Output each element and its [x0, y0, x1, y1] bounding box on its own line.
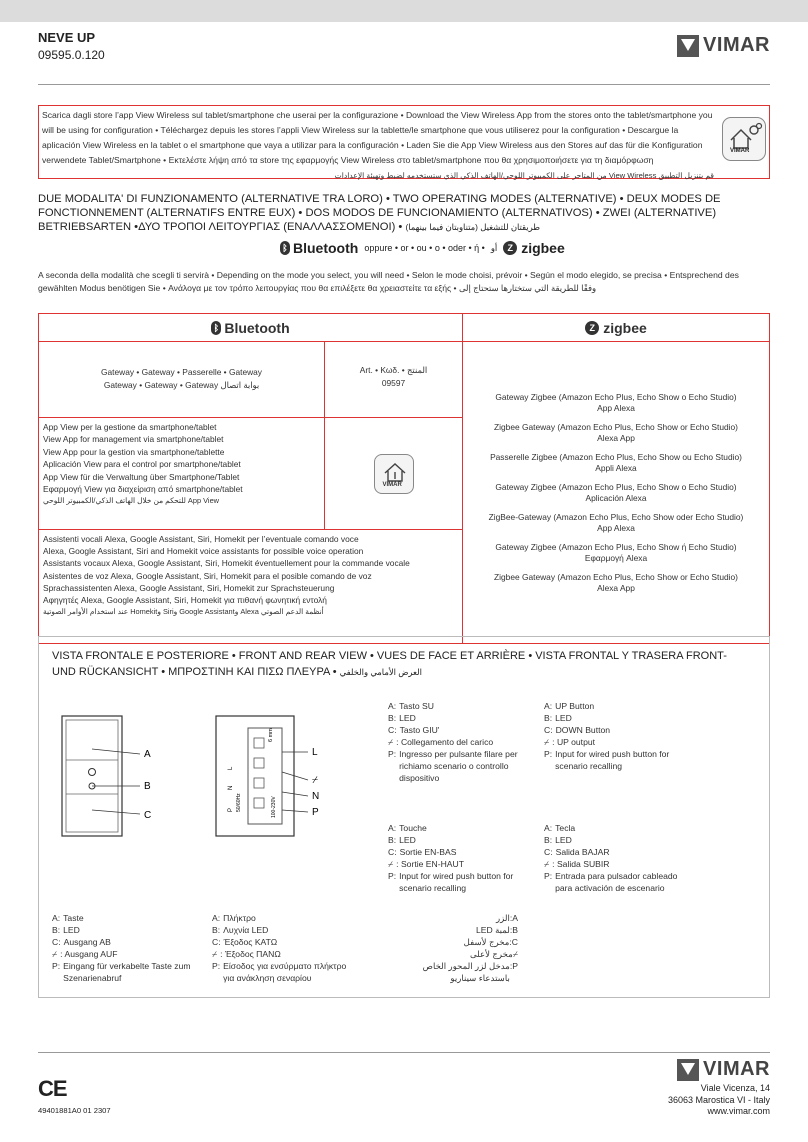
- legend-key: B:: [52, 925, 61, 935]
- legend-key: B:: [544, 835, 553, 845]
- vimar-wordmark: VIMAR: [703, 34, 770, 56]
- legend-row: [544, 822, 684, 834]
- or-arabic: أو: [490, 243, 498, 253]
- zigbee-item-app: Alexa App: [597, 582, 635, 593]
- article-cell: [325, 342, 463, 418]
- legend-row: [212, 912, 352, 924]
- legend-key: ⌿: [388, 859, 394, 869]
- legend-value: Input for wired push button for scenario recalling: [555, 749, 670, 771]
- gateway-cell: [39, 342, 325, 418]
- legend-row: [388, 870, 528, 894]
- rear-view-diagram: [212, 714, 342, 840]
- legend-row: [388, 924, 518, 936]
- legend-key: C:: [212, 937, 221, 947]
- legend-value: LED: [399, 835, 416, 845]
- zigbee-item-gateway: ZigBee-Gateway (Amazon Echo Plus, Echo Show oder Echo Studio): [488, 511, 744, 522]
- zigbee-item: [463, 452, 769, 474]
- modes-desc-arabic: وفقًا للطريقة التي ستختارها ستحتاج إلى: [458, 283, 597, 293]
- zigbee-item-app: Appli Alexa: [595, 462, 637, 473]
- legend-value: UP Button: [555, 701, 595, 711]
- legend-value: Έξοδος ΚΑΤΩ: [223, 937, 278, 947]
- legend-key: B:: [212, 925, 221, 935]
- legend-value: Πλήκτρο: [223, 913, 256, 923]
- table-bluetooth-logo: [211, 320, 289, 336]
- legend-key: C:: [388, 847, 397, 857]
- legend-row: [544, 846, 684, 858]
- zigbee-item-app: App Alexa: [597, 522, 635, 533]
- legend-row: [544, 724, 684, 736]
- legend-row: [544, 858, 684, 870]
- legend-value: Tasto GIU': [399, 725, 440, 735]
- legend-value: مخرج لأسفل: [463, 937, 510, 947]
- table-zigbee-logo: [585, 320, 647, 336]
- app-view-line: Εφαρμογή View για διαχείριση από smartphone/tablet: [43, 484, 243, 495]
- zigbee-item: [463, 512, 769, 534]
- legend-key: ⌿: [544, 737, 550, 747]
- voice-assistant-line: Αφηγητές Alexa, Google Assistant, Siri, Homekit για πιθανή φωνητική εντολή: [43, 595, 327, 606]
- zigbee-item-gateway: Gateway Zigbee (Amazon Echo Plus, Echo Show o Echo Studio): [495, 391, 737, 402]
- address-city: 36063 Marostica VI - Italy: [667, 1094, 770, 1105]
- legend-row: [544, 700, 684, 712]
- rear-text-p: P: [228, 807, 234, 812]
- legend-row: [388, 748, 528, 784]
- legend-value: الزر: [495, 913, 510, 923]
- zigbee-item-gateway: Zigbee Gateway (Amazon Echo Plus, Echo Show or Echo Studio): [494, 421, 738, 432]
- zigbee-requirements-cell: [463, 342, 770, 644]
- zigbee-item-app: App Alexa: [597, 402, 635, 413]
- zigbee-icon: Z: [503, 241, 517, 255]
- voice-assistant-line: Assistants vocaux Alexa, Google Assistant, Siri, Homekit éventuellement pour la commande vocale: [43, 558, 410, 569]
- legend-de: [52, 912, 192, 984]
- legend-key: A:: [544, 701, 553, 711]
- legend-row: [544, 748, 684, 772]
- top-bar: [0, 0, 808, 22]
- rear-label-p: P: [312, 807, 319, 818]
- legend-el: [212, 912, 352, 984]
- table-zigbee-icon: Z: [585, 321, 599, 335]
- legend-row: [544, 712, 684, 724]
- legend-key: B:: [509, 925, 518, 935]
- bluetooth-icon: ᛒ: [280, 241, 290, 255]
- app-view-cell: [39, 418, 325, 530]
- article-number: 09597: [381, 378, 406, 388]
- legend-key: A:: [388, 823, 397, 833]
- zigbee-item: [463, 572, 769, 594]
- voice-assistants-arabic: أنظمة الدعم الصوتي Alexa وGoogle Assistant وSiri وHomekit عند استخدام الأوامر الصوتية: [43, 607, 324, 617]
- gateway-arabic: بوابة اتصال Gateway: [185, 380, 260, 390]
- legend-key: A:: [52, 913, 61, 923]
- legend-value: Είσοδος για ενσύρματο πλήκτρο για ανάκληση σεναρίου: [223, 961, 347, 983]
- legend-key: B:: [388, 835, 397, 845]
- zigbee-item-gateway: Gateway Zigbee (Amazon Echo Plus, Echo Show o Echo Studio): [495, 481, 737, 492]
- legend-value: : UP output: [552, 737, 596, 747]
- legend-key: ⌿: [544, 859, 550, 869]
- address-street: Viale Vicenza, 14: [700, 1083, 770, 1093]
- view-wireless-app-icon: [722, 117, 766, 161]
- legend-row: [212, 924, 352, 936]
- view-app-icon: [374, 454, 414, 494]
- legend-key: P:: [509, 961, 518, 971]
- rear-text-freq: 50/60Hz: [236, 793, 242, 812]
- legend-value: Entrada para pulsador cableado para activación de escenario: [555, 871, 678, 893]
- zigbee-item-app: Alexa App: [597, 432, 635, 443]
- legend-key: P:: [544, 749, 553, 759]
- app-icon-label: VIMAR: [730, 148, 750, 154]
- legend-row: [388, 948, 518, 960]
- intro-multilang: Scarica dagli store l’app View Wireless sul tablet/smartphone che userai per la configurazione • Download the View Wireless App from the stores onto the tablet/smartphone you will be using for configuration • Téléchargez depuis les stores l’appli View Wireless sur la tablette/le smartphone que vous utiliserez pour la configuration • Descargue la aplicación View Wireless en la tablet o el smartphone que vaya a utilizar para la configuración • Laden Sie die App View Wireless aus den Stores auf das für die Konfiguration verwendete Tablet/Smartphone • Εκτελέστε λήψη από τα store της εφαρμογής View Wireless στο tablet/smartphone που θα χρησιμοποιήσετε για τη διαμόρφωση: [42, 110, 713, 165]
- legend-row: [388, 822, 528, 834]
- legend-row: [544, 736, 684, 748]
- views-title-arabic: العرض الأمامي والخلفي: [339, 667, 422, 677]
- legend-value: : Έξοδος ΠΑΝΩ: [220, 949, 281, 959]
- legend-value: LED: [63, 925, 80, 935]
- zigbee-label: zigbee: [521, 240, 565, 256]
- legend-row: [388, 724, 528, 736]
- house-hand-icon: [375, 455, 415, 485]
- legend-value: Ingresso per pulsante filare per richiamo scenario o controllo dispositivo: [399, 749, 518, 783]
- app-view-arabic: App View للتحكم من خلال الهاتف الذكي/الكمبيوتر اللوحي: [43, 496, 220, 506]
- rear-label-n: N: [312, 791, 320, 802]
- address-block: [668, 1083, 770, 1118]
- front-label-c: C: [144, 810, 152, 821]
- ce-mark: CE: [38, 1076, 67, 1101]
- zigbee-item-app: Aplicación Alexa: [585, 492, 647, 503]
- app-icon-cell: [325, 418, 463, 530]
- legend-value: Ausgang AB: [63, 937, 111, 947]
- legend-value: : Sortie EN-HAUT: [396, 859, 464, 869]
- rear-text-6mm: 6 mm: [268, 728, 274, 742]
- legend-value: Λυχνία LED: [223, 925, 269, 935]
- view-app-icon-label: VIMAR: [382, 481, 402, 488]
- product-code: 09595.0.120: [38, 48, 105, 62]
- legend-key: A:: [544, 823, 553, 833]
- legend-fr: [388, 822, 528, 894]
- legend-row: [212, 960, 352, 984]
- modes-description: [38, 269, 770, 295]
- or-text: oppure • or • ou • o • oder • ή •: [364, 243, 485, 253]
- vimar-mark-icon: [677, 35, 699, 57]
- voice-assistant-line: Assistenti vocali Alexa, Google Assistant, Siri, Homekit per l’eventuale comando voce: [43, 534, 359, 544]
- zigbee-item: [463, 482, 769, 504]
- table-bluetooth-icon: ᛒ: [211, 321, 221, 335]
- legend-key: P:: [388, 749, 397, 759]
- voice-assistant-line: Sprachassistenten Alexa, Google Assistant, Siri, Homekit zur Sprachsteuerung: [43, 582, 335, 593]
- legend-value: : Salida SUBIR: [552, 859, 610, 869]
- vimar-logo: [677, 34, 770, 57]
- legend-key: C:: [388, 725, 397, 735]
- rear-text-voltage: 100-230V: [271, 796, 277, 818]
- legend-key: A:: [388, 701, 397, 711]
- requirements-table: [38, 313, 770, 644]
- intro-arabic: قم بتنزيل التطبيق View Wireless من المتاجر على الكمبيوتر اللوحي/الهاتف الذكي الذي ستستخدمه لضبط وتهيئة الإعدادات: [334, 171, 714, 180]
- rear-label-load: ⌿: [312, 775, 318, 786]
- legend-value: Taste: [63, 913, 84, 923]
- legend-value: Sortie EN-BAS: [399, 847, 457, 857]
- legend-value: Touche: [399, 823, 427, 833]
- legend-key: ⌿: [512, 949, 518, 959]
- footer-divider: [38, 1052, 770, 1053]
- legend-key: P:: [52, 961, 61, 971]
- legend-value: مدخل لزر المحور الخاص باستدعاء سيناريو: [422, 961, 510, 983]
- rear-text-n: N: [228, 785, 234, 790]
- modes-title-arabic: طريقتان للتشغيل (متناوبتان فيما بينهما): [405, 222, 540, 232]
- voice-assistants-cell: [39, 530, 463, 644]
- zigbee-item: [463, 392, 769, 414]
- legend-value: مخرج لأعلى: [469, 949, 513, 959]
- app-view-line: App View für die Verwaltung über Smartphone/Tablet: [43, 471, 240, 482]
- zigbee-item-gateway: Zigbee Gateway (Amazon Echo Plus, Echo Show or Echo Studio): [494, 571, 738, 582]
- legend-row: [388, 936, 518, 948]
- legend-value: Tecla: [555, 823, 576, 833]
- legend-value: Input for wired push button for scenario recalling: [399, 871, 514, 893]
- legend-row: [388, 834, 528, 846]
- intro-text: [42, 108, 714, 183]
- legend-value: Eingang für verkabelte Taste zum Szenarienabruf: [63, 961, 191, 983]
- article-label: Art. • Κωδ. •: [359, 365, 405, 375]
- legend-row: [52, 936, 192, 948]
- legend-ar: [388, 912, 518, 984]
- voice-assistant-line: Asistentes de voz Alexa, Google Assistant, Siri, Homekit para el posible comando de voz: [43, 570, 372, 581]
- app-view-line: App View per la gestione da smartphone/tablet: [43, 422, 217, 432]
- legend-key: C:: [544, 847, 553, 857]
- legend-row: [52, 924, 192, 936]
- legend-row: [388, 846, 528, 858]
- legend-value: LED: [399, 713, 416, 723]
- front-label-b: B: [144, 781, 151, 792]
- legend-key: C:: [509, 937, 518, 947]
- legend-value: LED: [555, 713, 572, 723]
- legend-value: : Collegamento del carico: [396, 737, 494, 747]
- legend-it: [388, 700, 528, 784]
- zigbee-item-gateway: Gateway Zigbee (Amazon Echo Plus, Echo Show ή Echo Studio): [495, 541, 737, 552]
- table-bluetooth-label: Bluetooth: [224, 319, 290, 336]
- bluetooth-label: Bluetooth: [293, 240, 359, 256]
- legend-es: [544, 822, 684, 894]
- legend-row: [52, 948, 192, 960]
- header-divider: [38, 84, 770, 85]
- app-view-line: View App pour la gestion via smartphone/tablette: [43, 446, 225, 457]
- app-view-line: View App for management via smartphone/tablet: [43, 434, 224, 445]
- legend-row: [212, 936, 352, 948]
- legend-row: [544, 834, 684, 846]
- zigbee-item-gateway: Passerelle Zigbee (Amazon Echo Plus, Echo Show ou Echo Studio): [490, 451, 742, 462]
- legend-value: Tasto SU: [399, 701, 434, 711]
- modes-options: [280, 240, 565, 256]
- modes-title: [38, 192, 770, 234]
- views-title-text: VISTA FRONTALE E POSTERIORE • FRONT AND REAR VIEW • VUES DE FACE ET ARRIÈRE • VISTA FRONTAL Y TRASERA FRONT- UND RÜCKANSICHT • ΜΠΡΟΣΤΙΝΗ ΚΑΙ ΠΙΣΩ ΠΛΕΥΡΑ •: [52, 650, 727, 678]
- legend-value: لمبة LED: [475, 925, 510, 935]
- rear-text-l: L: [228, 766, 234, 770]
- legend-value: Salida BAJAR: [555, 847, 610, 857]
- legend-key: C:: [544, 725, 553, 735]
- legend-row: [388, 736, 528, 748]
- table-zigbee-label: zigbee: [603, 319, 647, 336]
- legend-key: ⌿: [52, 949, 58, 959]
- views-title: [52, 648, 752, 680]
- zigbee-item: [463, 542, 769, 564]
- legend-value: DOWN Button: [555, 725, 611, 735]
- legend-row: [52, 960, 192, 984]
- legend-key: P:: [212, 961, 221, 971]
- zigbee-logo: [503, 240, 565, 256]
- footer-vimar-wordmark: VIMAR: [703, 1058, 770, 1080]
- modes-desc-text: A seconda della modalità che scegli ti servirà • Depending on the mode you select, you will need • Selon le mode choisi, prévoir • Según el modo elegido, se precisa • Entsprechend des gewählten Modus benötigen Sie • Ανάλογα με τον τρόπο λειτουργίας που θα επιλέξετε θα χρειαστείτε τα εξής •: [38, 270, 739, 293]
- legend-row: [52, 912, 192, 924]
- zigbee-item-app: Εφαρμογή Alexa: [584, 552, 648, 563]
- legend-key: B:: [544, 713, 553, 723]
- app-view-line: Aplicación View para el control por smartphone/tablet: [43, 459, 241, 470]
- gateway-line-1: Gateway • Gateway • Passerelle • Gateway: [100, 367, 262, 377]
- legend-value: LED: [555, 835, 572, 845]
- legend-key: C:: [52, 937, 61, 947]
- legend-row: [388, 712, 528, 724]
- legend-key: B:: [388, 713, 397, 723]
- website-link[interactable]: www.vimar.com: [707, 1106, 770, 1116]
- legend-key: P:: [544, 871, 553, 881]
- legend-row: [388, 700, 528, 712]
- voice-assistant-line: Alexa, Google Assistant, Siri and Homekit voice assistants for possible voice operation: [43, 546, 364, 557]
- gateway-line-2: Gateway • Gateway •: [103, 380, 183, 390]
- table-header-bluetooth: [39, 314, 463, 342]
- legend-row: [544, 870, 684, 894]
- article-arabic: المنتج: [407, 365, 428, 375]
- legend-key: A:: [212, 913, 221, 923]
- bluetooth-logo: [280, 240, 358, 256]
- modes-title-text: DUE MODALITA' DI FUNZIONAMENTO (ALTERNATIVE TRA LORO) • TWO OPERATING MODES (ALTERNATIVE) • DEUX MODES DE FONCTIONNEMENT (ALTERNATIFS ENTRE EUX) • DOS MODOS DE FUNCIONAMIENTO (ALTERNATIVOS) • ZWEI (ALTERNATIVE) BETRIEBSARTEN •ΔΥΟ ΤΡΟΠΟΙ ΛΕΙΤΟΥΡΓΙΑΣ (ΕΝΑΛΛΑΣΣΟΜΕΝΟΙ) •: [38, 193, 721, 233]
- legend-row: [388, 912, 518, 924]
- legend-key: P:: [388, 871, 397, 881]
- legend-key: ⌿: [212, 949, 218, 959]
- front-label-a: A: [144, 749, 151, 760]
- legend-key: ⌿: [388, 737, 394, 747]
- front-view-diagram: [52, 714, 162, 840]
- legend-row: [212, 948, 352, 960]
- footer-vimar-mark-icon: [677, 1059, 699, 1081]
- legend-en: [544, 700, 684, 772]
- product-name: NEVE UP: [38, 30, 96, 45]
- legend-row: [388, 858, 528, 870]
- app-view-lines: [43, 421, 320, 495]
- footer-vimar-logo: [677, 1058, 770, 1081]
- rear-label-l: L: [312, 747, 318, 758]
- table-header-zigbee: [463, 314, 770, 342]
- legend-row: [388, 960, 518, 984]
- zigbee-list: [463, 392, 769, 594]
- zigbee-item: [463, 422, 769, 444]
- legend-value: : Ausgang AUF: [60, 949, 118, 959]
- legend-key: A:: [509, 913, 518, 923]
- house-gear-icon: [723, 118, 767, 152]
- document-number: 49401881A0 01 2307: [38, 1106, 111, 1115]
- voice-assistant-lines: [43, 533, 458, 606]
